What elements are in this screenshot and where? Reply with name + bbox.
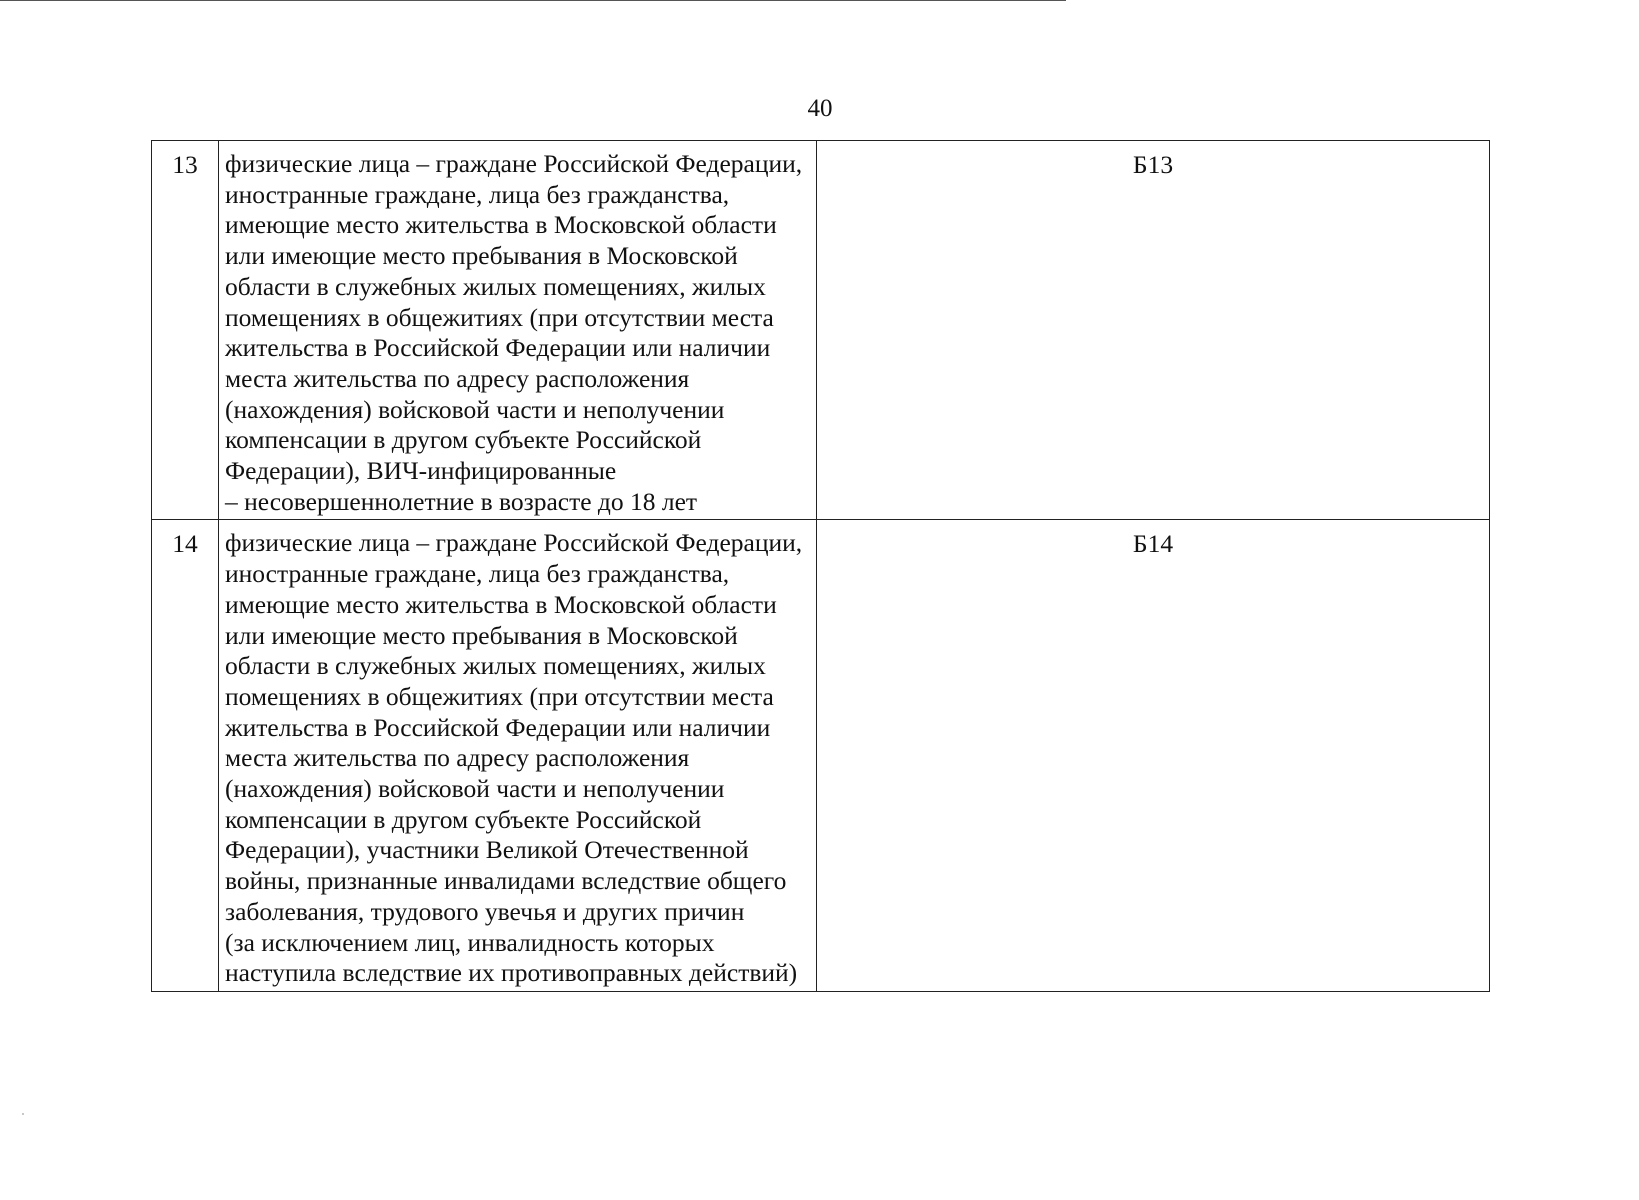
scan-top-edge xyxy=(0,0,1066,1)
document-table xyxy=(151,140,1490,992)
table-row xyxy=(152,141,1490,520)
row-code: Б14 xyxy=(817,520,1490,992)
row-description: физические лица – граждане Российской Федерации, иностранные граждане, лица без гражданства, имеющие место жительства в Московской области или имеющие место пребывания в Московской области в служебных жилых помещениях, жилых помещениях в общежитиях (при отсутствии места жительства в Российской Федерации или наличии места жительства по адресу расположения (нахождения) войсковой части и неполучении компенсации в другом субъекте Российской Федерации), участники Великой Отечественной войны, признанные инвалидами вследствие общего заболевания, трудового увечья и других причин (за исключением лиц, инвалидность которых наступила вследствие их противоправных действий) xyxy=(219,520,817,992)
page-number: 40 xyxy=(807,95,833,122)
row-code: Б13 xyxy=(817,141,1490,520)
row-number: 13 xyxy=(152,141,219,520)
row-number: 14 xyxy=(152,520,219,992)
row-description: физические лица – граждане Российской Федерации, иностранные граждане, лица без гражданства, имеющие место жительства в Московской области или имеющие место пребывания в Московской области в служебных жилых помещениях, жилых помещениях в общежитиях (при отсутствии места жительства в Российской Федерации или наличии места жительства по адресу расположения (нахождения) войсковой части и неполучении компенсации в другом субъекте Российской Федерации), ВИЧ-инфицированные – несовершеннолетние в возрасте до 18 лет xyxy=(219,141,817,520)
scan-speck xyxy=(22,1113,24,1115)
table-row xyxy=(152,520,1490,992)
